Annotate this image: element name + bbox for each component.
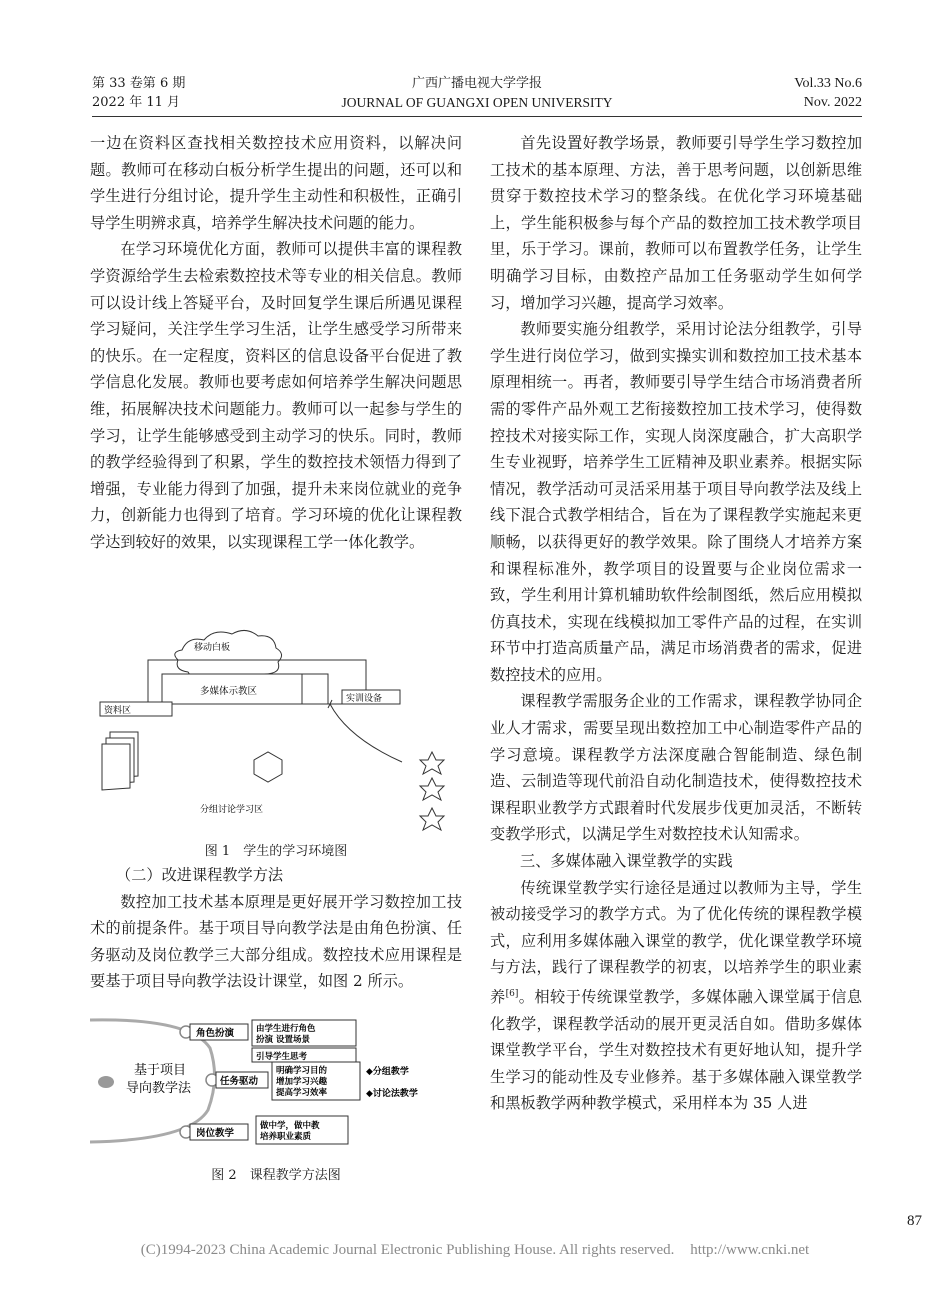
paragraph-text: 传统课堂教学实行途径是通过以教师为主导，学生被动接受学习的教学方式。为了优化传统的课程教学模式，应利用多媒体融入课堂的教学，优化课堂教学环境与方法，践行了课程教学的初衷，以培养学生的职业素养 (490, 878, 862, 1007)
equipment-star-icon (420, 808, 444, 830)
section-heading: 三、多媒体融入课堂教学的实践 (520, 852, 733, 871)
page-number: 87 (907, 1213, 922, 1229)
paragraph: 教师要实施分组教学，采用讨论法分组教学，引导学生进行岗位学习，做到实操实训和数控加工技术基本原理相统一。再者，教师要引导学生结合市场消费者所需的零件产品外观工艺衔接数控加工技术学习，使得数控技术对接实际工作，实现人岗深度融合，扩大高职学生专业视野，培养学生工匠精神及职业素养。根据实际情况，教学活动可灵活采用基于项目导向教学法及线上线下混合式教学相结合，旨在为了课程教学实施起来更顺畅，以获得更好的教学效果。除了围绕人才培养方案和课程标准外，教学项目的设置要与企业岗位需求一致，学生利用计算机辅助软件绘制图纸，然后应用模拟仿真技术，实现在线模拟加工零件产品的过程，在实训环节中打造高质量产品，满足市场消费者的需求，促进数控技术的应用。 (490, 320, 862, 684)
citation-ref[interactable]: [6] (505, 989, 519, 999)
header-right (794, 74, 862, 112)
paragraph: 一边在资料区查找相关数控技术应用资料，以解决问题。教师可在移动白板分析学生提出的问题，还可以和学生进行分组讨论，提升学生主动性和积极性，正确引导学生明辨求真，培养学生解决技术问题的能力。 (90, 134, 462, 232)
header-rule (92, 116, 862, 117)
paragraph: 课程教学需服务企业的工作需求，课程教学协同企业人才需求，需要呈现出数控加工中心制造零件产品的学习意境。课程教学方法深度融合智能制造、绿色制造、云制造等现代前沿自动化制造技术，使得数控技术课程职业教学方式跟着时代发展步伐更加灵活，不断转变教学形式，以满足学生对数控技术认知需求。 (490, 692, 862, 844)
page-header (92, 74, 862, 114)
paragraph: 首先设置好教学场景，教师要引导学生学习数控加工技术的基本原理、方法，善于思考问题，以创新思维贯穿于数控技术学习的整条线。在优化学习环境基础上，学生能积极参与每个产品的数控加工技术教学项目里，乐于学习。课前，教师可以布置教学任务，让学生明确学习目标，由数控产品加工任务驱动学生如何学习，增加学习兴趣，提高学习效率。 (490, 134, 862, 312)
page-footer (0, 1242, 950, 1259)
copyright-notice: (C)1994-2023 China Academic Journal Electronic Publishing House. All rights reserved. (140, 1242, 675, 1258)
volume-issue: 第 33 卷第 6 期 (92, 76, 186, 91)
role-play-desc-1: 由学生进行角色 (256, 1024, 316, 1034)
multimedia-side (302, 674, 328, 704)
left-column-lower (90, 862, 462, 995)
paragraph (490, 875, 862, 1117)
center-label-1: 基于项目 (134, 1063, 187, 1078)
section-heading: （二）改进课程教学方法 (116, 866, 284, 884)
discussion-label: 分组讨论学习区 (200, 805, 264, 815)
journal-title-en: JOURNAL OF GUANGXI OPEN UNIVERSITY (341, 95, 613, 110)
post-desc-2: 培养职业素质 (260, 1132, 312, 1142)
training-label: 实训设备 (346, 694, 383, 704)
task-desc-1: 明确学习目的 (276, 1066, 328, 1076)
task-method-2: ◆讨论法教学 (366, 1089, 418, 1099)
post-teaching-label: 岗位教学 (196, 1128, 235, 1139)
role-play-desc-3: 引导学生思考 (256, 1052, 308, 1062)
learning-environment-diagram (90, 628, 462, 860)
paragraph: 数控加工技术基本原理是更好展开学习数控加工技术的前提条件。基于项目导向教学法是由角色扮演、任务驱动及岗位教学三大部分组成。数控技术应用课程是要基于项目导向教学法设计课堂，如图 2 所示。 (90, 892, 462, 991)
equipment-star-icon (420, 778, 444, 800)
teaching-method-diagram (90, 1018, 462, 1148)
multimedia-label: 多媒体示教区 (200, 686, 258, 697)
post-desc-1: 做中学，做中教 (260, 1121, 320, 1131)
volume-en: Vol.33 No.6 (794, 76, 862, 91)
task-method-1: ◆分组教学 (366, 1067, 409, 1077)
equipment-star-icon (420, 752, 444, 774)
header-center (92, 74, 862, 112)
journal-title-cn: 广西广播电视大学学报 (411, 76, 542, 91)
role-play-label: 角色扮演 (196, 1028, 235, 1039)
whiteboard-label: 移动白板 (194, 643, 231, 653)
left-column (90, 130, 462, 556)
right-column (490, 130, 862, 1117)
publication-date-en: Nov. 2022 (803, 95, 862, 110)
center-dot-icon (98, 1076, 114, 1088)
resources-label: 资料区 (104, 706, 132, 716)
task-desc-2: 增加学习兴趣 (276, 1077, 328, 1087)
figure-1 (90, 628, 462, 860)
paragraph-text: 。相较于传统课堂教学，多媒体融入课堂属于信息化教学，课程教学活动的展开更灵活自如。借助多媒体课堂教学平台，学生对数控技术有更好地认知，提升学生学习的能动性及专业修养。基于多媒体融入课堂教学和黑板教学两种教学模式，采用样本为 35 人进 (490, 988, 863, 1113)
center-label-2: 导向教学法 (126, 1081, 192, 1096)
task-driven-label: 任务驱动 (220, 1076, 259, 1087)
cnki-link[interactable]: http://www.cnki.net (690, 1242, 810, 1258)
discussion-hexagon-icon (254, 752, 282, 782)
paragraph: 在学习环境优化方面，教师可以提供丰富的课程教学资源给学生去检索数控技术等专业的相关信息。教师可以设计线上答疑平台，及时回复学生课后所遇见课程学习疑问，关注学生学习生活，让学生感受学习所带来的快乐。在一定程度，资料区的信息设备平台促进了教学信息化发展。教师也要考虑如何培养学生解决问题思维，拓展解决技术问题能力。教师可以一起参与学生的学习，让学生能够感受到主动学习的快乐。同时，教师的教学经验得到了积累，学生的数控技术领悟力得到了增强，专业能力得到了加强，提升未来岗位就业的竞争力，创新能力也得到了培育。学习环境的优化让课程教学达到较好的效果，以实现课程工学一体化教学。 (90, 240, 462, 551)
role-play-desc-2: 扮演 设置场景 (256, 1035, 310, 1045)
publication-date-cn: 2022 年 11 月 (92, 95, 181, 110)
figure-2 (90, 1018, 462, 1183)
figure-1-caption: 图 1 学生的学习环境图 (204, 844, 348, 859)
task-desc-3: 提高学习效率 (276, 1088, 328, 1098)
figure-2-caption: 图 2 课程教学方法图 (211, 1168, 341, 1183)
